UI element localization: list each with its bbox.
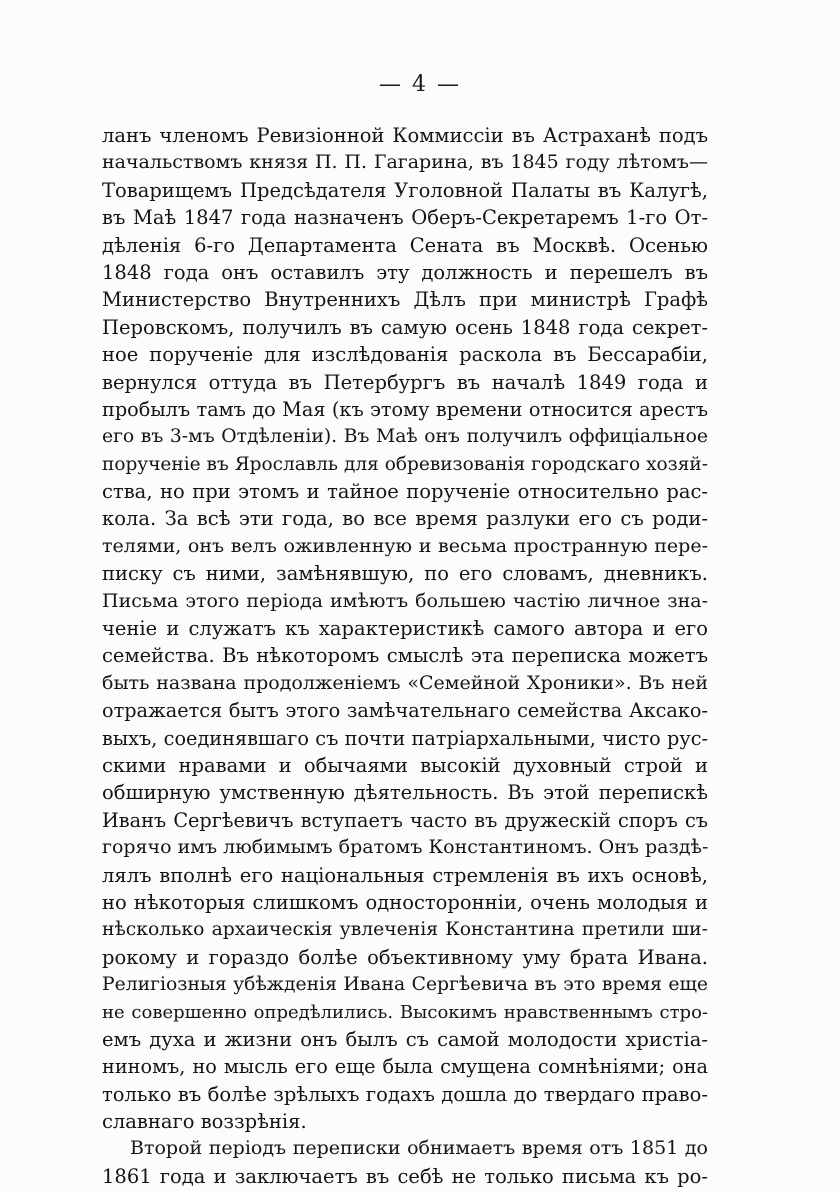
text-line: нѣсколько архаическія увлеченія Константина претили ши-: [102, 919, 708, 941]
text-line: вернулся оттуда въ Петербургъ въ началѣ 1849 года и: [102, 370, 708, 394]
text-line: въ Маѣ 1847 года назначенъ Оберъ-Секретаремъ 1-го От-: [102, 206, 708, 230]
text-line: ниномъ, но мысль его еще была смущена сомнѣніями; она: [102, 1055, 708, 1079]
text-line: ланъ членомъ Ревизіонной Коммиссіи въ Астраханѣ подъ: [102, 124, 708, 147]
text-line: ное порученіе для изслѣдованія раскола въ Бессарабіи,: [102, 343, 708, 367]
text-line: Перовскомъ, получилъ въ самую осень 1848 года секрет-: [102, 315, 708, 339]
text-line: его въ 3-мъ Отдѣленіи). Въ Маѣ онъ получилъ оффиціальное: [102, 426, 708, 448]
text-line: 1848 года онъ оставилъ эту должность и перешелъ въ: [102, 260, 708, 284]
page-number: — 4 —: [379, 72, 461, 97]
text-line: рокому и гораздо болѣе объективному уму брата Ивана.: [102, 945, 708, 969]
text-line: только въ болѣе зрѣлыхъ годахъ дошла до твердаго право-: [102, 1082, 708, 1106]
text-line: но нѣкоторыя слишкомъ односторонніи, очень молодыя и: [102, 890, 708, 914]
paragraph-end-line: славнаго воззрѣнія.: [102, 1110, 307, 1134]
text-line: скими нравами и обычаями высокій духовный строй и: [102, 753, 708, 777]
body-text: [102, 122, 708, 1190]
text-line: пробылъ тамъ до Мая (къ этому времени относится арестъ: [102, 397, 708, 421]
text-line: Письма этого періода имѣютъ большею частію личное зна-: [102, 589, 708, 612]
paragraph-start-line: Второй періодъ переписки обнимаетъ время отъ 1851 до: [130, 1137, 708, 1160]
text-line: кола. За всѣ эти года, во все время разлуки его съ роди-: [102, 507, 708, 531]
text-line: Иванъ Сергѣевичъ вступаетъ часто въ дружескій споръ съ: [102, 808, 708, 832]
text-line: обширную умственную дѣятельность. Въ этой перепискѣ: [102, 781, 708, 805]
text-line: быть названа продолженіемъ «Семейной Хроники». Въ ней: [102, 671, 708, 694]
text-line: семейства. Въ нѣкоторомъ смыслѣ эта переписка можетъ: [102, 644, 708, 668]
text-line: лялъ вполнѣ его національныя стремленія въ ихъ основѣ,: [102, 863, 708, 887]
text-line: начальствомъ князя П. П. Гагарина, въ 1845 году лѣтомъ—: [102, 151, 708, 174]
text-line: писку съ ними, замѣнявшую, по его словамъ, дневникъ.: [102, 562, 708, 586]
text-line: горячо имъ любимымъ братомъ Константиномъ. Онъ раздѣ-: [102, 836, 708, 859]
text-line: 1861 года и заключаетъ въ себѣ не только письма къ ро-: [102, 1164, 708, 1188]
text-line: ства, но при этомъ и тайное порученіе относительно рас-: [102, 480, 708, 504]
text-line: емъ духа и жизни онъ былъ съ самой молодости христіа-: [102, 1027, 708, 1051]
text-line: ченіе и служатъ къ характеристикѣ самого автора и его: [102, 617, 708, 641]
text-line: телями, онъ велъ оживленную и весьма пространную пере-: [102, 534, 708, 557]
text-line: Министерство Внутреннихъ Дѣлъ при министрѣ Графѣ: [102, 288, 708, 312]
text-line: порученіе въ Ярославль для обревизованія городскаго хозяй-: [102, 453, 708, 475]
text-line: отражается бытъ этого замѣчательнаго семейства Аксако-: [102, 699, 708, 723]
text-line: Религіозныя убѣжденія Ивана Сергѣевича въ это время еще: [102, 974, 708, 996]
text-line: выхъ, соединявшаго съ почти патріархальными, чисто рус-: [102, 726, 708, 750]
text-line: не совершенно опредѣлились. Высокимъ нравственнымъ стро-: [102, 1001, 708, 1023]
text-line: дѣленія 6-го Департамента Сената въ Москвѣ. Осенью: [102, 233, 708, 257]
text-line: Товарищемъ Предсѣдателя Уголовной Палаты въ Калугѣ,: [102, 178, 708, 202]
